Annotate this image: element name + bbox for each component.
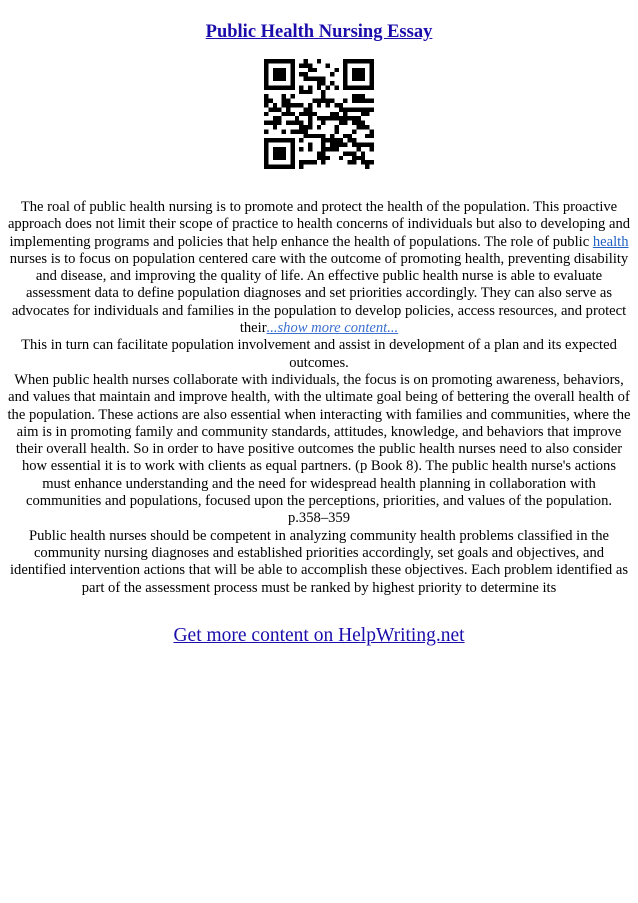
paragraph-4: Public health nurses should be competent in analyzing community health problems classified in the community nursing diagnoses and established priorities accordingly, set goals and objectives, and identified intervention actions that will be able to accomplish these objectives. Each problem identified as part of the assessment process must be ranked by highest priority to determine its [9,527,629,596]
qr-code-icon [264,59,374,169]
document-title[interactable]: Public Health Nursing Essay [205,22,433,42]
paragraph-3: When public health nurses collaborate with individuals, the focus is on promoting awareness, behaviors, and values that maintain and improve health, with the ultimate goal being of bettering the overall health of the population. These actions are also essential when interacting with families and communities, where the aim is in promoting family and community standards, attitudes, knowledge, and behaviors that improve their overall health. So in order to have positive outcomes the public health nurses need to also consider how essential it is to work with clients as equal partners. (p Book 8). The public health nurse's actions must enhance understanding and the need for widespread health planning in collaboration with communities and populations, focused upon the perceptions, priorities, and values of the population. [7,371,631,510]
paragraph-1-text-b: nurses is to focus on population centered care with the outcome of promoting health, preventing disability and disease, and improving the quality of life. An effective public health nurse is able to evaluate assessment data to define population diagnoses and set priorities accordingly. They can also serve as advocates for individuals and families in the population to develop policies, access resources, and protect their [9,250,629,337]
get-more-content-link[interactable]: Get more content on HelpWriting.net [173,625,465,646]
paragraph-1 [6,199,632,337]
paragraph-1-text-a: The roal of public health nursing is to promote and protect the health of the population. This proactive approach does not limit their scope of practice to health concerns of individuals but also to developing and implementing programs and policies that help enhance the health of populations. The role of public [7,199,631,250]
paragraph-2: This in turn can facilitate population involvement and assist in development of a plan and its expected outcomes. [21,337,617,371]
page-reference: p.358–359 [287,510,351,527]
health-link[interactable]: health [592,233,629,250]
essay-body [6,199,632,597]
show-more-link[interactable]: ...show more content... [266,320,399,337]
